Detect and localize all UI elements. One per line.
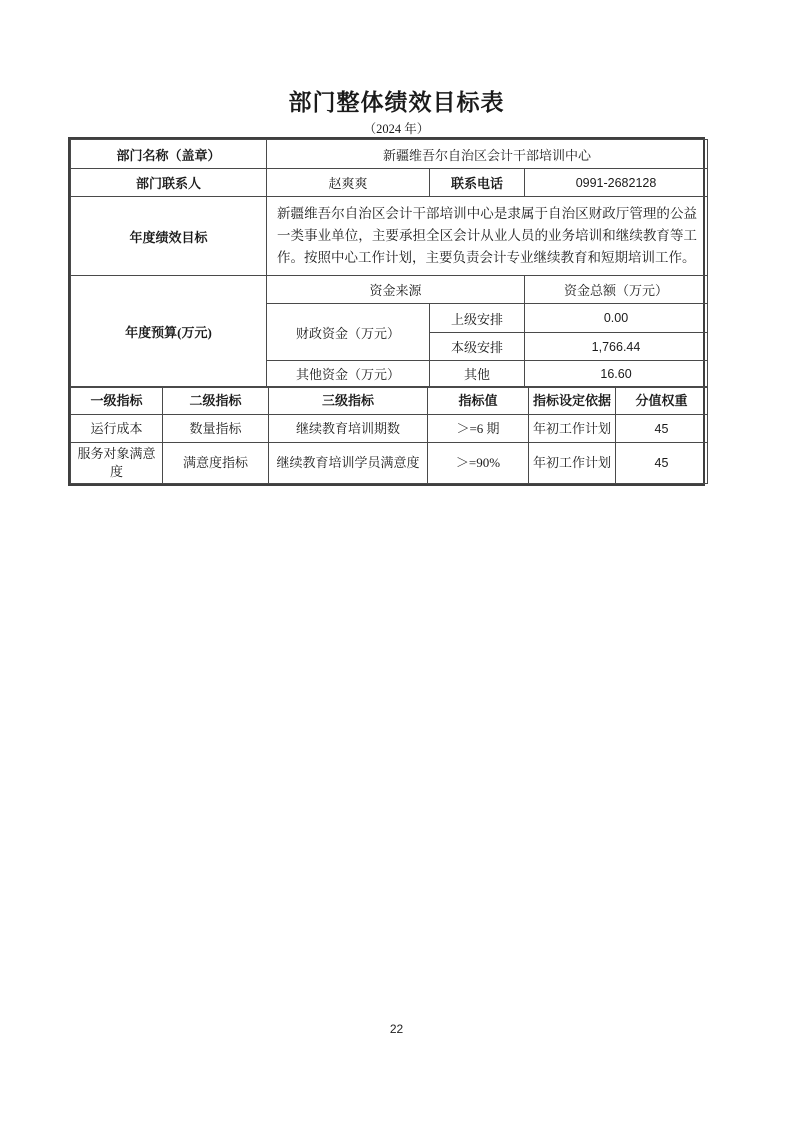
own-level-amount-cell: 1,766.44 — [525, 333, 708, 361]
indicator-level2-cell: 满意度指标 — [163, 443, 269, 484]
upper-level-label-cell: 上级安排 — [430, 304, 525, 333]
upper-level-amount-cell: 0.00 — [525, 304, 708, 333]
indicator-level1-cell: 服务对象满意度 — [71, 443, 163, 484]
indicator-basis-cell: 年初工作计划 — [529, 415, 616, 443]
other-amount-cell: 16.60 — [525, 361, 708, 387]
phone-label-cell: 联系电话 — [430, 169, 525, 197]
indicator-level2-cell: 数量指标 — [163, 415, 269, 443]
dept-name-label-cell: 部门名称（盖章） — [71, 140, 267, 169]
goal-label-cell: 年度绩效目标 — [71, 197, 267, 276]
contact-value-cell: 赵爽爽 — [267, 169, 430, 197]
budget-label-cell: 年度预算(万元) — [71, 276, 267, 387]
other-fund-label-cell: 其他资金（万元） — [267, 361, 430, 387]
header-weight-cell: 分值权重 — [616, 388, 708, 415]
header-level2-cell: 二级指标 — [163, 388, 269, 415]
other-sub-label-cell: 其他 — [430, 361, 525, 387]
table-row — [71, 276, 708, 304]
page-number: 22 — [389, 1022, 404, 1036]
header-level1-cell: 一级指标 — [71, 388, 163, 415]
contact-label-cell: 部门联系人 — [71, 169, 267, 197]
fund-total-header-cell: 资金总额（万元） — [525, 276, 708, 304]
indicator-basis-cell: 年初工作计划 — [529, 443, 616, 484]
performance-target-table — [68, 137, 705, 486]
indicator-level3-cell: 继续教育培训期数 — [269, 415, 428, 443]
fiscal-fund-label-cell: 财政资金（万元） — [267, 304, 430, 361]
header-basis-cell: 指标设定依据 — [529, 388, 616, 415]
indicator-value-cell: ＞=6 期 — [428, 415, 529, 443]
table-row — [71, 197, 708, 276]
table-row — [71, 169, 708, 197]
indicator-weight-cell: 45 — [616, 415, 708, 443]
own-level-label-cell: 本级安排 — [430, 333, 525, 361]
page-title: 部门整体绩效目标表 — [288, 90, 505, 115]
indicator-level1-cell: 运行成本 — [71, 415, 163, 443]
fund-source-header-cell: 资金来源 — [267, 276, 525, 304]
goal-text-cell: 新疆维吾尔自治区会计干部培训中心是隶属于自治区财政厅管理的公益一类事业单位，主要承担全区会计从业人员的业务培训和继续教育等工作。按照中心工作计划，主要负责会计专业继续教育和短期培训工作。 — [267, 197, 708, 276]
dept-name-value-cell: 新疆维吾尔自治区会计干部培训中心 — [267, 140, 708, 169]
phone-value-cell: 0991-2682128 — [525, 169, 708, 197]
indicator-table — [70, 387, 708, 484]
indicator-header-row — [71, 388, 708, 415]
indicator-weight-cell: 45 — [616, 443, 708, 484]
indicator-value-cell: ＞=90% — [428, 443, 529, 484]
indicator-row — [71, 415, 708, 443]
table-row — [71, 140, 708, 169]
header-target-value-cell: 指标值 — [428, 388, 529, 415]
header-level3-cell: 三级指标 — [269, 388, 428, 415]
page-subtitle: （2024 年） — [363, 122, 430, 136]
info-budget-table — [70, 139, 708, 387]
indicator-level3-cell: 继续教育培训学员满意度 — [269, 443, 428, 484]
indicator-row — [71, 443, 708, 484]
